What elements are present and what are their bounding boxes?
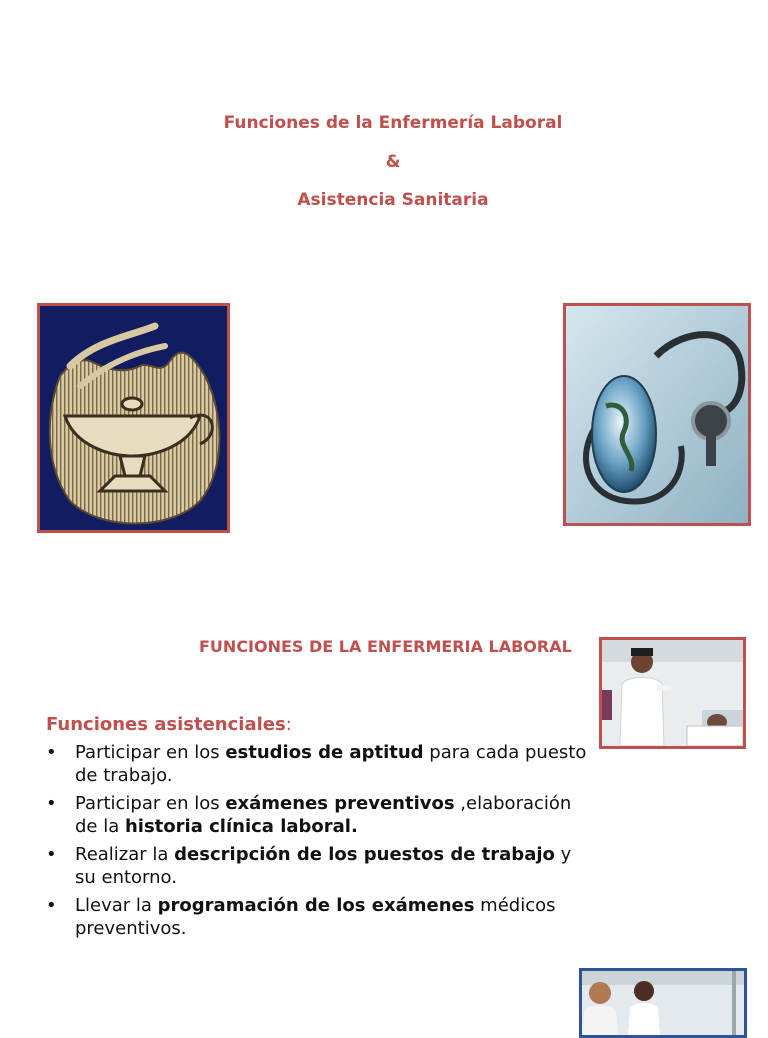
list-item-text: Participar en los	[75, 793, 226, 814]
stethoscope-globe-image	[563, 303, 751, 526]
section-heading: FUNCIONES DE LA ENFERMERIA LABORAL	[199, 637, 572, 656]
list-item-text: y su entorno.	[75, 844, 572, 888]
subheading-text: Funciones asistenciales	[46, 714, 286, 735]
list-item-text: Participar en los	[75, 742, 226, 763]
list-item	[46, 741, 591, 787]
list-item-bold: historia clínica laboral.	[124, 816, 358, 837]
nurse-patient-image	[599, 637, 746, 749]
title-line-3: Asistencia Sanitaria	[297, 190, 489, 210]
title-ampersand: &	[385, 152, 401, 172]
list-item	[46, 894, 591, 940]
subheading-colon: :	[285, 714, 292, 735]
list-item	[46, 843, 591, 889]
list-item-bold: descripción de los puestos de trabajo	[174, 844, 555, 865]
nursing-lamp-image	[37, 303, 230, 533]
nurses-ward-image	[579, 968, 747, 1038]
list-item-text: Realizar la	[75, 844, 175, 865]
list-item-text: para cada puesto de trabajo.	[75, 742, 587, 786]
functions-list	[46, 741, 591, 945]
title-line-1: Funciones de la Enfermería Laboral	[223, 113, 563, 133]
list-item	[46, 792, 591, 838]
list-item-bold: estudios de aptitud	[225, 742, 424, 763]
list-item-bold: programación de los exámenes	[157, 895, 475, 916]
list-item-text: médicos preventivos.	[75, 895, 556, 939]
list-item-text: ,elaboración de la	[75, 793, 572, 837]
list-item-text: Llevar la	[75, 895, 158, 916]
subheading	[46, 714, 292, 735]
list-item-bold: exámenes preventivos	[225, 793, 455, 814]
